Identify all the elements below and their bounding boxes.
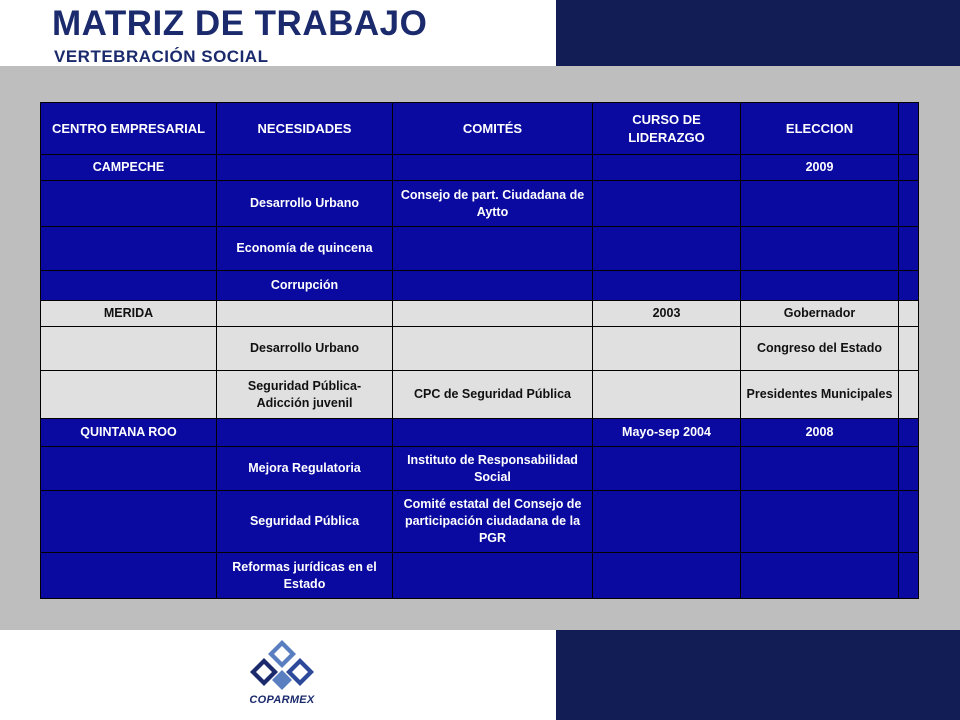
column-header: CURSO DE LIDERAZGO <box>593 103 741 155</box>
table-cell: Corrupción <box>217 271 393 301</box>
table-cell <box>741 447 899 491</box>
table-cell: MERIDA <box>41 301 217 327</box>
table-cell: 2003 <box>593 301 741 327</box>
table-cell: Instituto de Responsabilidad Social <box>393 447 593 491</box>
table-cell <box>393 553 593 599</box>
table-row <box>41 227 919 271</box>
table-cell <box>217 155 393 181</box>
table-spacer-cell <box>899 553 919 599</box>
table-cell <box>741 271 899 301</box>
column-header: CENTRO EMPRESARIAL <box>41 103 217 155</box>
table-cell <box>593 271 741 301</box>
table-cell <box>393 327 593 371</box>
page-subtitle: VERTEBRACIÓN SOCIAL <box>54 47 269 66</box>
table-row <box>41 181 919 227</box>
table-cell: Presidentes Municipales <box>741 371 899 419</box>
column-header: COMITÉS <box>393 103 593 155</box>
column-header: ELECCION <box>741 103 899 155</box>
table-spacer-cell <box>899 327 919 371</box>
table-row <box>41 327 919 371</box>
table-cell: Desarrollo Urbano <box>217 327 393 371</box>
table-cell <box>217 301 393 327</box>
table-spacer-cell <box>899 301 919 327</box>
table-cell <box>593 155 741 181</box>
table-row <box>41 447 919 491</box>
table-cell: 2008 <box>741 419 899 447</box>
table-row <box>41 271 919 301</box>
coparmex-logo-icon <box>236 636 328 694</box>
table-cell <box>593 447 741 491</box>
table-row <box>41 491 919 553</box>
table-cell: Gobernador <box>741 301 899 327</box>
table-cell <box>41 271 217 301</box>
table-spacer-cell <box>899 155 919 181</box>
work-matrix-table <box>40 102 919 599</box>
table-spacer-cell <box>899 491 919 553</box>
table-cell <box>41 181 217 227</box>
page-title: MATRIZ DE TRABAJO <box>52 4 428 43</box>
table-spacer-cell <box>899 103 919 155</box>
table-cell <box>41 227 217 271</box>
table-row <box>41 155 919 181</box>
table-spacer-cell <box>899 181 919 227</box>
table-row <box>41 371 919 419</box>
table-cell <box>41 447 217 491</box>
table-cell <box>393 227 593 271</box>
table-spacer-cell <box>899 447 919 491</box>
table-cell: Congreso del Estado <box>741 327 899 371</box>
table-cell <box>593 371 741 419</box>
table-cell: Consejo de part. Ciudadana de Aytto <box>393 181 593 227</box>
table-cell <box>217 419 393 447</box>
table-cell <box>593 491 741 553</box>
top-navy-bar <box>556 0 960 66</box>
table-cell: CAMPECHE <box>41 155 217 181</box>
table-row <box>41 301 919 327</box>
table-cell <box>41 327 217 371</box>
table-cell <box>593 227 741 271</box>
table-cell <box>741 491 899 553</box>
table-cell <box>41 371 217 419</box>
table-cell: Desarrollo Urbano <box>217 181 393 227</box>
table-cell <box>393 271 593 301</box>
table-cell <box>741 553 899 599</box>
table-cell <box>593 553 741 599</box>
table-cell <box>393 301 593 327</box>
table-cell <box>393 419 593 447</box>
table-spacer-cell <box>899 227 919 271</box>
table-cell <box>593 327 741 371</box>
table-cell: Seguridad Pública <box>217 491 393 553</box>
table-cell <box>741 227 899 271</box>
table-cell: Reformas jurídicas en el Estado <box>217 553 393 599</box>
table-spacer-cell <box>899 271 919 301</box>
table-cell: Seguridad Pública- Adicción juvenil <box>217 371 393 419</box>
table-cell <box>393 155 593 181</box>
table-cell <box>593 181 741 227</box>
column-header: NECESIDADES <box>217 103 393 155</box>
table-cell: Comité estatal del Consejo de participación ciudadana de la PGR <box>393 491 593 553</box>
logo-wordmark: COPARMEX <box>249 694 315 706</box>
table-row <box>41 419 919 447</box>
table-spacer-cell <box>899 371 919 419</box>
table-cell: QUINTANA ROO <box>41 419 217 447</box>
table-row <box>41 553 919 599</box>
table-cell: Mejora Regulatoria <box>217 447 393 491</box>
table-cell <box>741 181 899 227</box>
table-cell <box>41 491 217 553</box>
table-cell: Economía de quincena <box>217 227 393 271</box>
table-cell: CPC de Seguridad Pública <box>393 371 593 419</box>
bottom-navy-bar <box>556 630 960 720</box>
coparmex-logo <box>236 636 328 716</box>
table-cell: Mayo-sep 2004 <box>593 419 741 447</box>
table-cell: 2009 <box>741 155 899 181</box>
table-header-row <box>41 103 919 155</box>
table-spacer-cell <box>899 419 919 447</box>
table-cell <box>41 553 217 599</box>
